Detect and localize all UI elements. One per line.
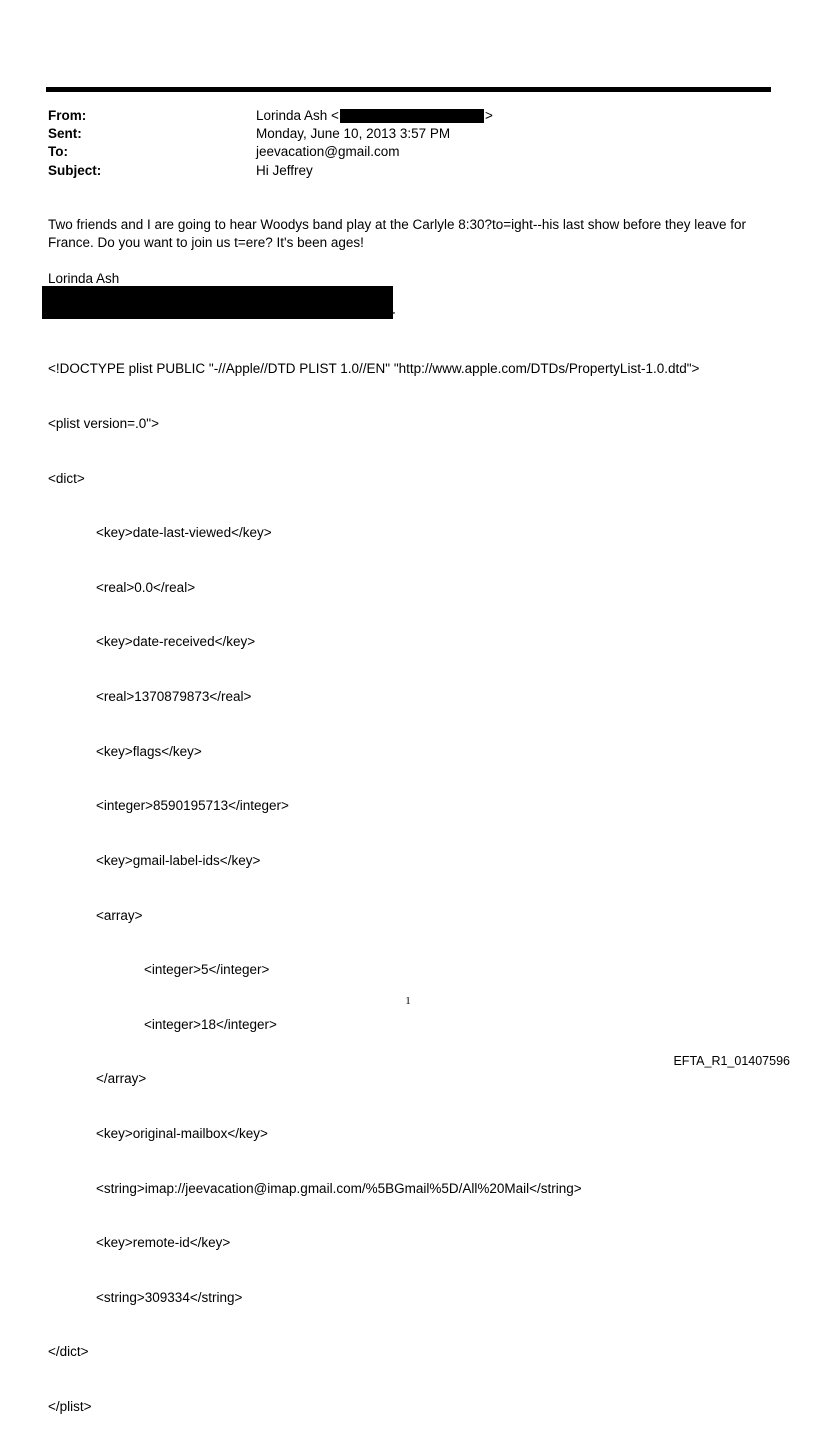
xml-line: <key>original-mailbox</key> [96, 1125, 268, 1141]
xml-line: </array> [96, 1071, 147, 1087]
xml-line: <integer>5</integer> [144, 962, 270, 978]
bates-number: EFTA_R1_01407596 [673, 1054, 790, 1068]
xml-line: <string>309334</string> [96, 1289, 243, 1305]
xml-line: <real>0.0</real> [96, 579, 196, 595]
xml-line: <integer>8590195713</integer> [96, 798, 289, 814]
to-label: To: [48, 144, 68, 160]
xml-line: <string>imap://jeevacation@imap.gmail.com/%5BGmail%5D/All%20Mail</string> [96, 1180, 582, 1196]
from-label: From: [48, 108, 87, 123]
from-row [48, 107, 493, 125]
from-close: > [484, 108, 493, 123]
xml-line: <key>flags</key> [96, 743, 202, 759]
redacted-email-address [340, 109, 484, 123]
xml-line: <key>remote-id</key> [96, 1235, 231, 1251]
subject-row [48, 162, 493, 180]
page-number: 1 [405, 995, 411, 1007]
email-body: Two friends and I are going to hear Woodys band play at the Carlyle 8:30?to=ight--his last show before they leave for France. Do you want to join us t=ere? It's been ages! [48, 217, 750, 251]
xml-line: <real>1370879873</real> [96, 689, 252, 705]
xml-line: <key>date-last-viewed</key> [96, 525, 272, 541]
from-value [256, 107, 493, 125]
to-value: jeevacation@gmail.com [256, 144, 400, 160]
xml-line: <integer>18</integer> [144, 1016, 277, 1032]
to-row [48, 143, 493, 161]
xml-line: <dict> [48, 470, 85, 486]
email-header [48, 107, 493, 180]
subject-value: Hi Jeffrey [256, 162, 313, 178]
header-rule [46, 87, 771, 92]
from-name: Lorinda Ash < [256, 108, 339, 123]
signature: Lorinda Ash [48, 271, 120, 286]
xml-line: </dict> [48, 1344, 89, 1360]
xml-line: <array> [96, 907, 143, 923]
xml-line: <plist version=.0"> [48, 416, 159, 432]
xml-line: <key>date-received</key> [96, 634, 256, 650]
sent-row [48, 125, 493, 143]
redacted-tail: > [390, 308, 396, 318]
xml-line: <key>gmail-label-ids</key> [96, 852, 261, 868]
xml-line: <!DOCTYPE plist PUBLIC "-//Apple//DTD PLIST 1.0//EN" "http://www.apple.com/DTDs/PropertyList-1.0.dtd"> [48, 361, 700, 377]
plist-metadata [48, 324, 699, 1434]
redaction-block [42, 286, 396, 319]
sent-value: Monday, June 10, 2013 3:57 PM [256, 126, 451, 142]
subject-label: Subject: [48, 162, 102, 178]
sent-label: Sent: [48, 126, 82, 142]
xml-line: </plist> [48, 1398, 92, 1414]
